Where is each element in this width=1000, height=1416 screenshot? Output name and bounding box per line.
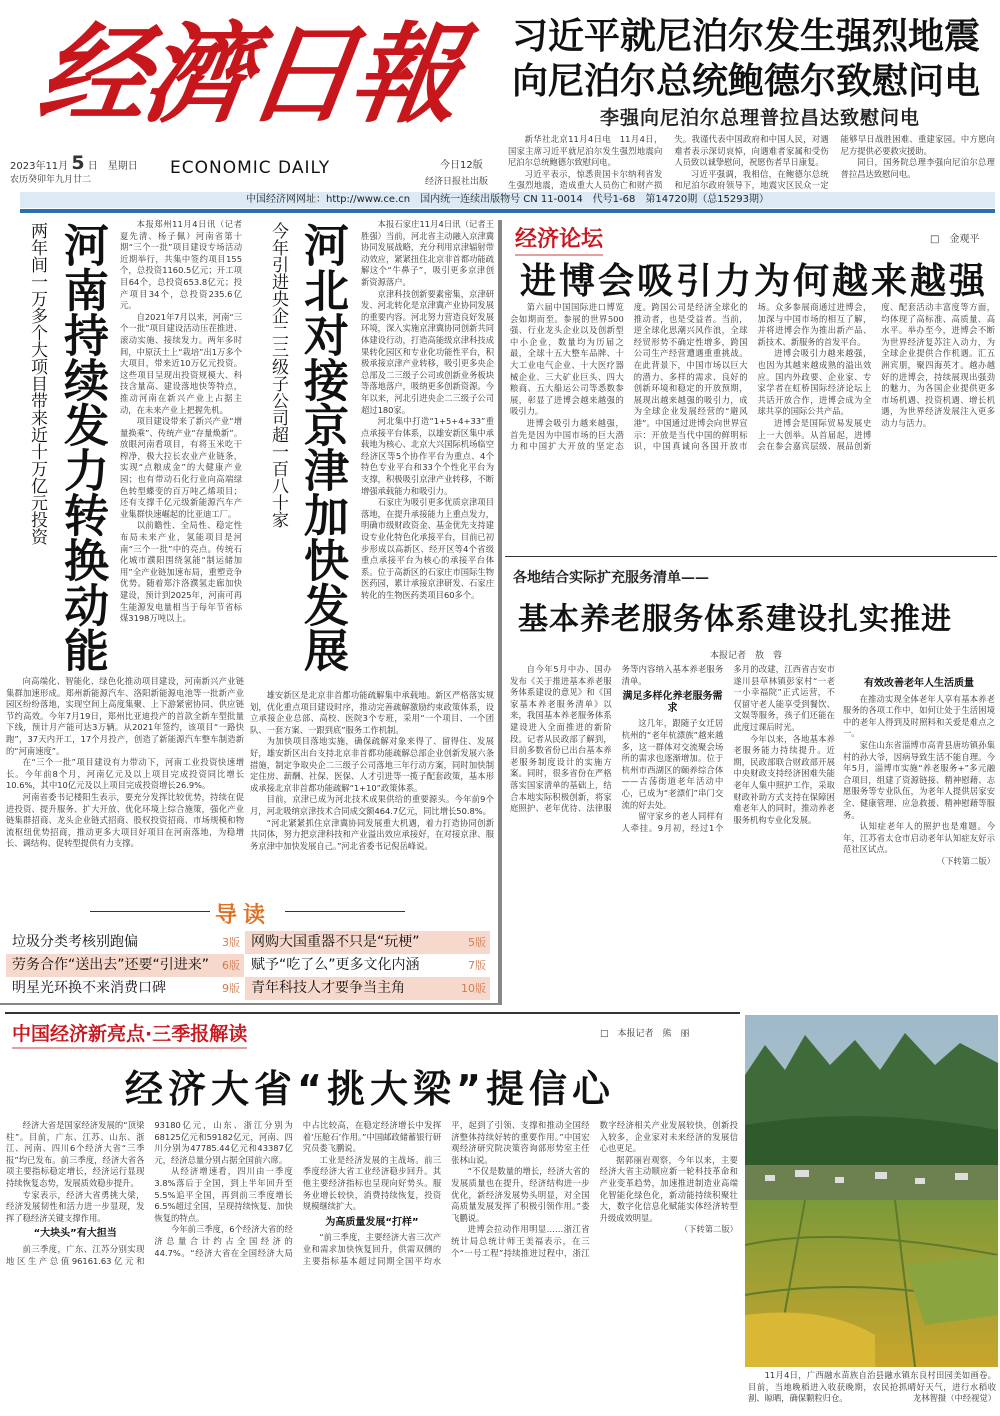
forum-byline: □ 金观平 <box>930 234 980 245</box>
paragraph: “前三季度，主要经济大省三次产业和需求加快恢复回升，供需双侧的主要指标基本超过同期全国平均水平，起到了引领、支撑和推动全国经济整体持续好转的重要作用。”中国宏观经济研究院决策咨询部形势室主任张林山说。 <box>302 1120 590 1266</box>
paragraph: 据郭丽岩观察，今年以来，主要经济大省主动顺应新一轮科技革命和产业变革趋势，加速推进制造业高端化智能化绿色化，新动能持续积聚壮大，数字化信息化赋能实体经济转型升级成效明显。 <box>599 1154 738 1223</box>
bottom-tag: 中国经济新亮点·三季报解读 <box>12 1019 247 1049</box>
paragraph: 第六届中国国际进口博览会如期而至。参展的世界500强、行业龙头企业以及创新型中小企业，数量均为历届之最，全球十五大整车品牌、十大工业电气企业、十大医疗器械企业、三大矿业巨头、四大粮商、五大船运公司等悉数参展，彰显了进博会越来越强的吸引力。 <box>510 302 624 417</box>
guide-heading: 导读 <box>215 903 272 928</box>
paragraph: 为加快项目落地实施，确保疏解对象来得了、留得住、发展好，雄安新区出台支持北京非首都功能疏解总部企业创新发展六条措施，制定争取央企二三级子公司落地三年行动方案，同时加快制定住房、薪酬、社保、医保、人才引进等一揽子配套政策，基本形成承接北京非首都功能疏解“1+10”政策体系。 <box>250 736 494 793</box>
paragraph: 自2021年7月以来，河南“三个一批”项目建设活动压茬推进、滚动实施、接续发力。两年多时间，中原沃土上“栽培”出1万多个大项目，带来近10万亿元投资。这些项目呈现出投资规模大、科技含量高、建设落地快等特点，推动河南在新兴产业上占据主动，在未来产业上把握先机。 <box>120 311 242 415</box>
divider <box>20 209 995 213</box>
photo-caption <box>748 1370 996 1416</box>
elderly-sidebar <box>843 674 995 1002</box>
paragraph: 习近平表示，惊悉贵国卡尔纳利省发生强烈地震，造成重大人员伤亡和财产损失。我谨代表中国政府和中国人民，对遇难者表示深切哀悼，向遇难者家属和受伤人员致以诚挚慰问，祝愿伤者早日康复。 <box>508 134 829 191</box>
paragraph: 这几年，跟随子女迁居杭州的“老年杭漂族”越来越多，这一群体对交流聚会场所的需求也逐渐增加。位于杭州市西湖区的颐养综合体——古荡街道老年活动中心，已成为“老漂们”串门交流的好去处。 <box>621 718 724 810</box>
paragraph: 石家庄为吸引更多优质京津项目落地，在提升承接能力上重点发力，明确市级财政资金、基金优先支持建设专业化特色化承接平台，目前已初步形成以高新区、经开区等4个省级重点承接平台为核心的承接平台体系。位于高新区的石家庄市国际生物医药园，累计承接京津研发、石家庄转化的生物医药类项目60多个。 <box>361 497 494 600</box>
guide-item[interactable] <box>245 954 490 977</box>
hebei-body-wide <box>250 690 494 890</box>
elderly-kicker: 各地结合实际扩充服务清单—— <box>513 570 709 586</box>
paragraph: 本报郑州11月4日讯（记者夏先清、杨子佩）河南省第十期“三个一批”项目建设专场活动近期举行，共集中签约项目155个，总投资1160.5亿元；开工项目64个，总投资653.8亿元；投产项目34个，总投资235.6亿元。 <box>120 219 242 311</box>
continued-note: （下转第二版） <box>679 1224 738 1235</box>
paragraph: 本报石家庄11月4日讯（记者王胜强）当前，河北省主动融入京津冀协同发展战略，充分利用京津辐射带动效应，紧紧扭住北京非首都功能疏解这个“牛鼻子”，吸引更多京津创新资源落户。 <box>361 219 494 287</box>
bottom-subhead: 为高质量发展“打样” <box>325 1216 419 1228</box>
paragraph: 河北集中打造“1+5+4+33”重点承接平台体系，以雄安新区集中承载地为核心、北京大兴国际机场临空经济区等5个协作平台为重点、4个特色专业平台和33个个性化平台为支撑，积极吸引京津产业转移，不断增强承载能力和吸引力。 <box>361 416 494 496</box>
page-count: 今日12版 <box>440 160 483 171</box>
english-name: ECONOMIC DAILY <box>170 158 331 178</box>
guide-item-page: 5版 <box>468 936 486 949</box>
guide-item-page: 7版 <box>468 959 486 972</box>
paragraph: 从经济增速看，四川由一季度3.8%落后于全国，到上半年回升至5.5%追平全国，再到前三季度增长6.5%超过全国，呈现持续恢复、加快恢复的特点。 <box>154 1166 293 1223</box>
henan-body-wide <box>6 676 244 891</box>
guide-item[interactable] <box>245 931 490 954</box>
paragraph: 专家表示，经济大省勇挑大梁，经济发展韧性和活力进一步显现，发挥了稳经济关键支撑作用。 <box>6 1189 145 1223</box>
forum-title: 进博会吸引力为何越来越强 <box>520 261 989 302</box>
paragraph: 习近平强调，我相信，在鲍德尔总统和尼泊尔政府领导下，地震灾区民众一定能够早日战胜困难、重建家园。中方愿向尼方提供必要救灾援助。 <box>674 134 995 191</box>
henan-subtitle: 两年间一万多个大项目带来近十万亿元投资 <box>27 222 47 545</box>
info-bar: 中国经济网网址：http://www.ce.cn 国内统一连续出版物号 CN 11-0014 代号1-68 第14720期（总15293期） <box>20 192 995 208</box>
guide-item[interactable] <box>245 977 490 1000</box>
paragraph: “河北紧紧抓住京津冀协同发展重大机遇，着力打造协同创新共同体，努力把京津科技和产业溢出效应承接好，在对接京津、服务京津中加快发展自己。”河北省委书记倪岳峰说。 <box>250 817 494 851</box>
paragraph: 新华社北京11月4日电 11月4日，国家主席习近平就尼泊尔发生强烈地震向尼泊尔总统鲍德尔致慰问电。 <box>508 134 663 168</box>
guide-item-title: 劳务合作“送出去”还要“引进来” <box>12 957 210 973</box>
paragraph: 经济大省是国家经济发展的“顶梁柱”。目前，广东、江苏、山东、浙江、河南、四川6个经济大省“三季报”均已发布。前三季度，经济大省各项主要指标稳定增长，经济运行显现持续恢复态势，发展质效稳步提升。 <box>6 1120 145 1188</box>
paragraph: 目前，京津已成为河北技术成果供给的重要源头。今年前9个月，河北吸纳京津技术合同成交额464.7亿元，同比增长50.8%。 <box>250 794 494 816</box>
photo-credit: 龙林智摄（中经视觉） <box>913 1393 996 1404</box>
guide-item-page: 9版 <box>222 982 240 995</box>
rule <box>505 556 997 557</box>
guide-item[interactable] <box>6 931 244 954</box>
paragraph: 认知症老年人的照护也是难题。今年，江苏省太仓市启动老年认知症友好示范社区试点。 <box>843 821 995 855</box>
guide-item[interactable] <box>6 954 244 977</box>
guide-item-page: 6版 <box>222 959 240 972</box>
paragraph: 前三季度，广东、江苏分别实现地区生产总值96161.63亿元和93180亿元，山东、浙江分别为68125亿元和59182亿元，河南、四川分别为47785.44亿元和43387亿元，经济总量分别占据全国前六席。 <box>6 1120 293 1266</box>
column-divider <box>498 220 502 1005</box>
photo-caption-text: 11月4日，广西融水苗族自治县融水镇东良村田园美如画卷。目前，当地晚稻进入收获晚期，农民抢抓晴好天气，进行水稻收割、晾晒，确保颗粒归仓。 <box>748 1370 996 1404</box>
bottom-byline: □ 本报记者 熊 丽 <box>600 1029 690 1039</box>
paragraph: 留守家乡的老人同样有人牵挂。9月初，经过1个多月的改建，江西省吉安市遂川县草林镇彭家村“一老一小幸福院”正式运营，不仅留守老人能享受到餐饮、文娱等服务，孩子们还能在此度过课后时光。 <box>621 664 835 833</box>
guide-item-title: 垃圾分类考核别跑偏 <box>12 934 138 950</box>
guide-item-title: 青年科技人才要争当主角 <box>251 980 405 996</box>
guide-item[interactable] <box>6 977 244 1000</box>
newspaper-logo: 经濟日報 <box>31 12 465 138</box>
issue-date: 2023年11月 5 日 星期日 <box>10 152 138 174</box>
paragraph: 同日，国务院总理李强向尼泊尔总理普拉昌达致慰问电。 <box>840 157 995 179</box>
henan-body <box>120 219 242 674</box>
paragraph: 进博会吸引力越来越强，首先是因为中国市场的巨大潜力和中国扩大开放的坚定态度。跨国公司是经济全球化的推动者，也是受益者。当前，逆全球化思潮兴风作浪，全球经贸形势不确定性增多，跨国公司生产经营遭遇重重挑战。在此背景下，中国市场以巨大的潜力、多样的需求、良好的创新环境和稳定的开放预期，展现出越来越强的吸引力，成为全球企业发展经营的“避风港”。中国通过进博会向世界宣示：开放是当代中国的鲜明标识，中国真诚向各国开放市场。众多参展商通过进博会，加深与中国市场的相互了解，并将进博会作为推出新产品、新技术、新服务的首发平台。 <box>510 302 872 452</box>
top-headline: 习近平就尼泊尔发生强烈地震 向尼泊尔总统鲍德尔致慰问电 <box>512 16 981 102</box>
elderly-title: 基本养老服务体系建设扎实推进 <box>518 602 952 637</box>
guide-item-title: 明星光环换不来消费口碑 <box>12 980 166 996</box>
paragraph: 进博会是国际贸易发展史上一大创举。从首届起，进博会在参会嘉宾层级、展品创新度、配套活动丰富度等方面，均体现了高标准、高质量、高水平。举办至今，进博会不断为世界经济复苏注入动力，为全球企业提供合作机遇。汇五洲宾朋，聚四海英才。越办越好的进博会，持续展现出强劲的魅力，为各国企业提供更多市场机遇、投资机遇、增长机遇，为世界经济发展注入更多动力与活力。 <box>757 302 995 452</box>
forum-tag: 经济论坛 <box>515 222 603 256</box>
bottom-subhead: “大块头”有大担当 <box>33 1228 117 1240</box>
paragraph: 今年前三季度，6个经济大省的经济总量合计约占全国经济的44.7%。“经济大省在全国经济大局中占比较高，在稳定经济增长中发挥着‘压舱石’作用。”中国邮政储蓄银行研究员娄飞鹏说。 <box>154 1120 442 1258</box>
guide-item-page: 10版 <box>461 982 486 995</box>
guide-item-title: 网购大国重器不只是“玩梗” <box>251 934 420 950</box>
paragraph: 今年以来，各地基本养老服务能力持续提升。近期，民政部联合财政部开展中央财政支持经济困难失能老年人集中照护工作，采取财政补助方式支持在保障困难老年人的同时，推动养老服务机构专业化发展。 <box>733 733 835 825</box>
paragraph: “不仅是数量的增长，经济大省的发展质量也在提升，经济结构进一步优化，新经济发展势头明显，对全国高质量发展发挥了积极引领作用。”娄飞鹏说。 <box>451 1166 590 1223</box>
rice-field-photo <box>745 1015 998 1367</box>
paragraph: 进博会吸引力越来越强，也因为其越来越成熟的溢出效应。国内外政要、企业家、专家学者在虹桥国际经济论坛上共话开放合作，进博会成为全球共享的国际公共产品。 <box>757 348 872 417</box>
rule <box>90 911 210 912</box>
elderly-sidebar-head: 有效改善老年人生活质量 <box>864 678 974 689</box>
forum-body <box>510 302 995 547</box>
lunar-date: 农历癸卯年九月廿二 <box>10 175 92 185</box>
paragraph: 在推动实现全体老年人享有基本养老服务的各项工作中，如何让处于生活困境中的老年人得到及时照料和关爱是难点之一。 <box>843 693 995 739</box>
hebei-subtitle: 今年引进央企二三级子公司超一百八十家 <box>268 222 288 528</box>
hebei-body <box>361 219 494 687</box>
top-subtitle: 李强向尼泊尔总理普拉昌达致慰问电 <box>599 107 920 129</box>
bottom-title: 经济大省“挑大梁”提信心 <box>125 1067 615 1111</box>
guide-item-page: 3版 <box>222 936 240 949</box>
elderly-subhead: 满足多样化养老服务需求 <box>622 691 723 714</box>
paragraph: 京津科技创新要素密集，京津研发、河北转化是京津冀产业协同发展的重要内容。河北努力营造良好发展环境，深入实施京津冀协同创新共同体建设行动，打造高能级京津科技成果转化园区和专业化功能性平台，积极承接京津产业转移，吸引更多央企总部及二三级子公司或创新业务板块等落地落户，吸纳更多创新资源。今年以来，河北引进央企二三级子公司超过180家。 <box>361 288 494 415</box>
paragraph: 河南省委书记楼阳生表示，要充分发挥比较优势，持续在促进投资、提升服务、扩大开放、优化环境上综合施策，强化产业链集群招商、龙头企业链式招商、股权投资招商、市场规模和物流枢纽优势招商，推动更多大项目好项目在河南落地，为稳增长、调结构、促转型提供有力支撑。 <box>6 791 244 849</box>
continued-note: （下转第二版） <box>936 855 995 866</box>
paragraph: 自今年5月中办、国办发布《关于推进基本养老服务体系建设的意见》和《国家基本养老服务清单》以来，我国基本养老服务体系建设进入全面推进的新阶段。记者从民政部了解到，目前多数省份已出台基本养老服务制度设计的实施方案。同时，很多省份在严格落实国家清单的基础上，结合本地实际积极创新，将家庭照护、老年优待、法律服务等内容纳入基本养老服务清单。 <box>510 664 724 814</box>
elderly-body <box>510 664 835 1002</box>
hebei-title: 河北对接京津加快发展 <box>296 222 349 672</box>
paragraph: 向高端化、智能化、绿色化推动项目建设，河南新兴产业链集群加速形成。郑州新能源汽车、洛阳新能源电池等一批新产业园区纷纷落地，实现空间上高度集聚、上下游紧密协同、供应链节约高效。今年7月19日，郑州比亚迪投产的首款全新车型批量下线，预计月产能可达3万辆。从2021年签约，该项目“一路快跑”，37天内开工，17个月投产，创造了新能源汽车整车制造新的“河南速度”。 <box>6 676 244 756</box>
paragraph: 以前瞻性、全局性、稳定性布局未来产业，氢能项目是河南“三个一批”中的亮点。传统石化城市濮阳围绕氢能“制运储加用”全产业链加速布局，重塑竞争优势。随着郑汴洛濮氢走廊加快建设，预计到2025年，河南可再生能源发电量相当于每年节省标煤3198万吨以上。 <box>120 520 242 624</box>
paragraph: 进博会拉动作用明显……浙江省统计局总统计师王美福表示，在三个“一号工程”持续推进过程中，浙江数字经济相关产业发展较快，创新投入较多，企业家对未来经济的发展信心也更足。 <box>451 1120 738 1258</box>
publisher: 经济日报社出版 <box>425 177 489 187</box>
bottom-body <box>6 1120 738 1412</box>
paragraph: 在“三个一批”项目建设有力带动下，河南工业投资快速增长。今年前8个月，河南亿元及以上项目完成投资同比增长10.6%，其中10亿元及以上项目完成投资增长26.9%。 <box>6 757 244 791</box>
elderly-byline: 本报记者 敖 蓉 <box>710 651 783 661</box>
rule <box>285 911 405 912</box>
henan-title: 河南持续发力转换动能 <box>56 222 109 672</box>
rule <box>0 1003 500 1005</box>
paragraph: 家住山东省淄博市高青县唐坊镇孙集村的孙大爷，因病导致生活不能自理。今年5月，淄博市实施“养老服务+”多元融合项目，组建了资源链接、精神慰藉、志愿服务等专业队伍，为老年人提供居家安全、健康管理、应急救援、精神慰藉等服务。 <box>843 739 995 820</box>
rule <box>5 1012 740 1014</box>
paragraph: 雄安新区是北京非首都功能疏解集中承载地。新区严格落实规划，优化重点项目建设时序，推动完善疏解激励约束政策体系，设立承接企业总部、高校、医院3个专班，采用“一个项目、一个团队、一套方案、一跟到底”服务工作机制。 <box>250 690 494 735</box>
paragraph: 工业是经济发展的主战场。前三季度经济大省工业经济稳步回升。其他主要经济指标也呈现向好势头。服务业增长较快，消费持续恢复，投资规模继续扩大。 <box>302 1154 442 1212</box>
paragraph: 项目建设带来了新兴产业“增量换乘”、传统产业“存量焕新”。放眼河南看项目，有将玉米吃干榨净，极大拉长农业产业链条，实现“点粮成金”的大健康产业园；也有带动石化行业向高端绿色转型蝶变的百万吨乙烯项目；还有支撑千亿元级新能源汽车产业集群快速崛起的比亚迪工厂。 <box>120 416 242 519</box>
guide-item-title: 赋予“吃了么”更多文化内涵 <box>251 957 420 973</box>
top-story-body <box>508 134 995 192</box>
